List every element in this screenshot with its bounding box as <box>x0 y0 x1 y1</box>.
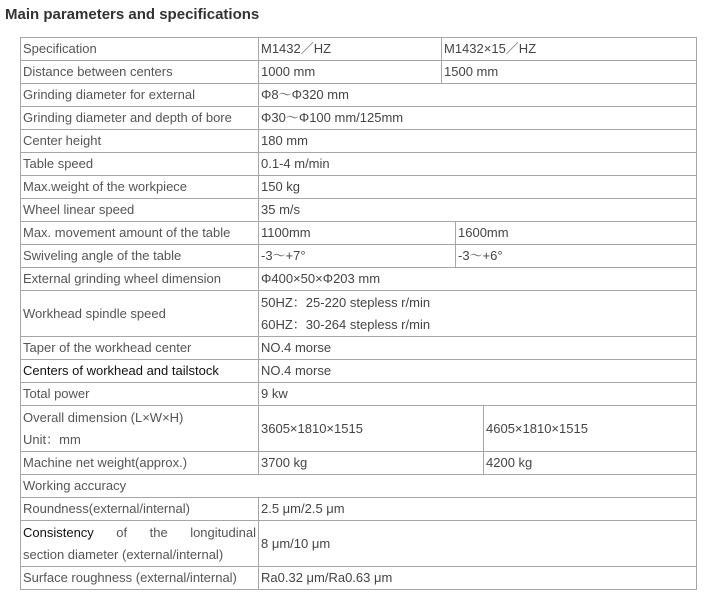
row-label: Roundness(external/internal) <box>20 497 259 521</box>
row-value: M1432／HZ <box>258 37 442 61</box>
table-row <box>21 84 698 107</box>
row-value: M1432×15／HZ <box>441 37 697 61</box>
row-label: Specification <box>20 37 259 61</box>
table-row <box>21 199 698 222</box>
specifications-table <box>21 38 698 590</box>
row-value: 150 kg <box>258 175 697 199</box>
row-label: Distance between centers <box>20 60 259 84</box>
table-row <box>21 291 698 337</box>
spindle-speed-50hz: 50HZ：25-220 stepless r/min <box>261 295 431 310</box>
row-value: Ra0.32 μm/Ra0.63 μm <box>258 566 697 590</box>
row-value <box>258 520 697 567</box>
row-value: 180 mm <box>258 129 697 153</box>
row-value-text: 8 μm/10 μm <box>261 535 331 551</box>
table-row <box>21 521 698 567</box>
table-row <box>21 107 698 130</box>
label-word: of <box>116 525 128 540</box>
row-label: Table speed <box>20 152 259 176</box>
spindle-speed-60hz: 60HZ：30-264 stepless r/min <box>261 317 431 332</box>
row-value: 1600mm <box>455 221 697 245</box>
table-row <box>21 268 698 291</box>
table-row <box>21 567 698 590</box>
row-value <box>258 290 697 337</box>
row-label-line1 <box>23 522 258 544</box>
row-value <box>258 405 484 452</box>
row-value: 1500 mm <box>441 60 697 84</box>
row-value: 3700 kg <box>258 451 484 475</box>
table-row <box>21 222 698 245</box>
row-value: 4200 kg <box>483 451 697 475</box>
table-row <box>21 498 698 521</box>
table-row <box>21 383 698 406</box>
row-label <box>20 405 259 452</box>
row-label-line2: Unit：mm <box>23 432 81 447</box>
table-row <box>21 406 698 452</box>
row-label: Swiveling angle of the table <box>20 244 259 268</box>
row-label: Total power <box>20 382 259 406</box>
row-label: Center height <box>20 129 259 153</box>
row-label-line1: Overall dimension (L×W×H) <box>23 410 184 425</box>
label-word: the <box>149 525 168 540</box>
page-title: Main parameters and specifications <box>5 6 260 23</box>
row-value: 2.5 μm/2.5 μm <box>258 497 697 521</box>
row-label: External grinding wheel dimension <box>20 267 259 291</box>
row-label <box>20 520 259 567</box>
row-value <box>483 405 697 452</box>
row-label: Machine net weight(approx.) <box>20 451 259 475</box>
row-label: Max.weight of the workpiece <box>20 175 259 199</box>
table-row <box>21 452 698 475</box>
row-value: 0.1-4 m/min <box>258 152 697 176</box>
table-row <box>21 153 698 176</box>
label-word: longitudinal <box>190 525 256 540</box>
row-value: 1000 mm <box>258 60 442 84</box>
row-label <box>20 290 259 337</box>
row-value: -3～+7° <box>258 244 456 268</box>
row-label: Wheel linear speed <box>20 198 259 222</box>
row-value: 1100mm <box>258 221 456 245</box>
table-row <box>21 61 698 84</box>
table-row <box>21 176 698 199</box>
row-label: Centers of workhead and tailstock <box>20 359 259 383</box>
row-label: Grinding diameter and depth of bore <box>20 106 259 130</box>
row-label: Max. movement amount of the table <box>20 221 259 245</box>
row-label: Taper of the workhead center <box>20 336 259 360</box>
section-label: Working accuracy <box>20 474 697 498</box>
row-label-line2: section diameter (external/internal) <box>23 547 224 562</box>
row-value: NO.4 morse <box>258 359 697 383</box>
row-label-text: Workhead spindle speed <box>23 305 166 321</box>
row-value: -3～+6° <box>455 244 697 268</box>
row-label: Grinding diameter for external <box>20 83 259 107</box>
table-row <box>21 360 698 383</box>
table-row <box>21 475 698 498</box>
row-value: Φ400×50×Φ203 mm <box>258 267 697 291</box>
row-value-text: 4605×1810×1515 <box>486 420 588 436</box>
label-word: Consistency <box>23 525 94 540</box>
row-label: Surface roughness (external/internal) <box>20 566 259 590</box>
row-value: 35 m/s <box>258 198 697 222</box>
table-row <box>21 245 698 268</box>
table-row <box>21 38 698 61</box>
table-row <box>21 130 698 153</box>
row-value: Φ8～Φ320 mm <box>258 83 697 107</box>
row-value: NO.4 morse <box>258 336 697 360</box>
row-value: 9 kw <box>258 382 697 406</box>
row-value: Φ30～Φ100 mm/125mm <box>258 106 697 130</box>
row-value-text: 3605×1810×1515 <box>261 420 363 436</box>
table-row <box>21 337 698 360</box>
